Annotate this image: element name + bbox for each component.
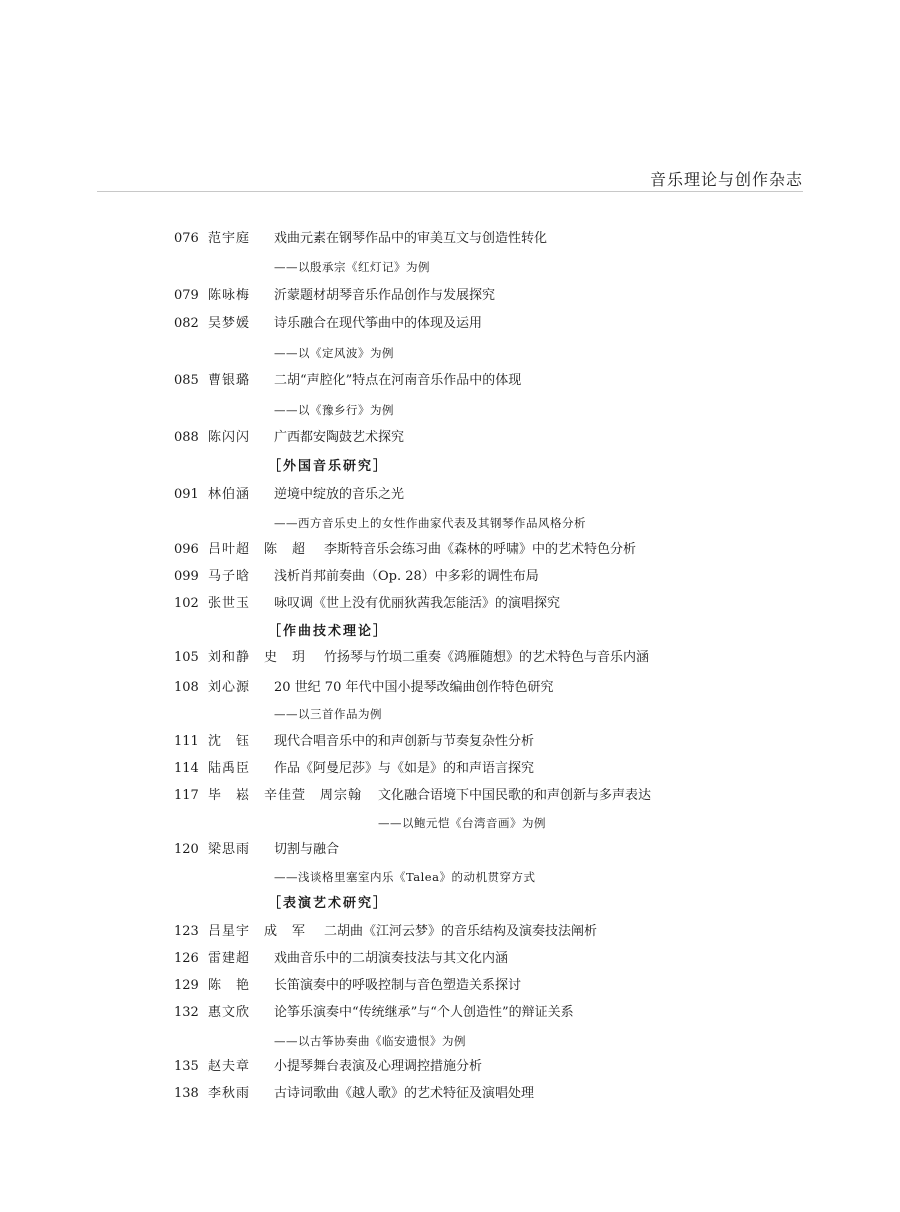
author-name: 刘和静 史 玥 [208,650,307,665]
toc-entry [0,976,900,996]
author-name: 刘心源 [208,680,251,695]
page-number: 138 [174,1086,199,1101]
author-name: 雷建超 [208,951,251,966]
article-title: 20 世纪 70 年代中国小提琴改编曲创作特色研究 [274,680,554,695]
article-title: 文化融合语境下中国民歌的和声创新与多声表达 [378,788,652,803]
toc-entry [0,540,900,560]
toc-section-row [0,894,900,914]
article-subtitle: ——以古筝协奏曲《临安遗恨》为例 [274,1034,466,1048]
toc-entry [0,949,900,969]
article-title: 咏叹调《世上没有优丽狄茜我怎能活》的演唱探究 [274,596,561,611]
page-number: 105 [174,650,199,665]
article-title: 二胡曲《江河云梦》的音乐结构及演奏技法阐析 [324,924,598,939]
toc-section-row [0,457,900,477]
article-subtitle: ——以《豫乡行》为例 [274,403,394,417]
page-number: 091 [174,487,199,502]
author-name: 毕 崧 辛佳萱 周宗翰 [208,788,363,803]
author-name: 陆禹臣 [208,761,251,776]
article-title: 逆境中绽放的音乐之光 [274,487,405,502]
page-number: 082 [174,316,199,331]
journal-title: 音乐理论与创作杂志 [649,170,803,189]
toc-entry [0,840,900,860]
toc-entry [0,229,900,249]
toc-subtitle-row [0,704,900,724]
author-name: 吴梦媛 [208,316,251,331]
author-name: 吕星宇 成 军 [208,924,307,939]
author-name: 梁思雨 [208,842,251,857]
article-title: 竹扬琴与竹埙二重奏《鸿雁随想》的艺术特色与音乐内涵 [324,650,650,665]
article-title: 戏曲元素在钢琴作品中的审美互文与创造性转化 [274,231,548,246]
toc-subtitle-row [0,513,900,533]
toc-section-row [0,622,900,642]
page-number: 123 [174,924,199,939]
toc-entry [0,648,900,668]
toc-entry [0,922,900,942]
author-name: 范宇庭 [208,231,251,246]
author-name: 陈咏梅 [208,288,251,303]
article-title: 现代合唱音乐中的和声创新与节奏复杂性分析 [274,734,535,749]
section-heading: ［作曲技术理论］ [268,624,389,639]
toc-entry [0,1003,900,1023]
page-number: 076 [174,231,199,246]
toc-subtitle-row [0,257,900,277]
author-name: 李秋雨 [208,1086,251,1101]
page-number: 117 [174,788,199,803]
author-name: 沈 钰 [208,734,251,749]
author-name: 张世玉 [208,596,251,611]
article-subtitle: ——以《定风波》为例 [274,346,394,360]
toc-entry [0,567,900,587]
toc-entry [0,786,900,806]
toc-entry [0,286,900,306]
toc-entry [0,371,900,391]
page-number: 088 [174,430,199,445]
article-subtitle: ——以殷承宗《红灯记》为例 [274,260,430,274]
page-number: 099 [174,569,199,584]
author-name: 惠文欣 [208,1005,251,1020]
article-title: 作品《阿曼尼莎》与《如是》的和声语言探究 [274,761,535,776]
section-heading: ［表演艺术研究］ [268,896,389,911]
toc-entry [0,594,900,614]
toc-entry [0,485,900,505]
page-number: 114 [174,761,199,776]
toc-subtitle-row [0,400,900,420]
page-number: 120 [174,842,199,857]
author-name: 陈 艳 [208,978,251,993]
page-number: 135 [174,1059,199,1074]
toc-subtitle-row [0,1031,900,1051]
author-name: 林伯涵 [208,487,251,502]
page-number: 111 [174,734,199,749]
article-subtitle: ——以三首作品为例 [274,707,382,721]
article-title: 广西都安陶鼓艺术探究 [274,430,405,445]
author-name: 陈闪闪 [208,430,251,445]
page-number: 102 [174,596,199,611]
article-title: 小提琴舞台表演及心理调控措施分析 [274,1059,483,1074]
article-title: 长笛演奏中的呼吸控制与音色塑造关系探讨 [274,978,522,993]
page-number: 126 [174,951,199,966]
article-title: 李斯特音乐会练习曲《森林的呼啸》中的艺术特色分析 [324,542,637,557]
toc-entry [0,678,900,698]
article-title: 二胡“声腔化”特点在河南音乐作品中的体现 [274,373,522,388]
article-subtitle: ——西方音乐史上的女性作曲家代表及其钢琴作品风格分析 [274,516,586,530]
article-title: 古诗词歌曲《越人歌》的艺术特征及演唱处理 [274,1086,535,1101]
toc-entry [0,732,900,752]
article-subtitle: ——浅谈格里塞室内乐《Talea》的动机贯穿方式 [274,870,536,884]
toc-subtitle-row [0,867,900,887]
toc-subtitle-row [0,343,900,363]
page-number: 129 [174,978,199,993]
toc-subtitle-row [0,813,900,833]
toc-entry [0,1057,900,1077]
author-name: 赵夫章 [208,1059,251,1074]
page-number: 132 [174,1005,199,1020]
author-name: 马子晗 [208,569,251,584]
page-number: 108 [174,680,199,695]
toc-entry [0,314,900,334]
toc-entry [0,759,900,779]
article-title: 诗乐融合在现代筝曲中的体现及运用 [274,316,483,331]
article-title: 沂蒙题材胡琴音乐作品创作与发展探究 [274,288,496,303]
article-title: 切割与融合 [274,842,340,857]
article-title: 戏曲音乐中的二胡演奏技法与其文化内涵 [274,951,509,966]
toc-entry [0,428,900,448]
author-name: 吕叶超 陈 超 [208,542,307,557]
page-number: 085 [174,373,199,388]
page-number: 079 [174,288,199,303]
page-number: 096 [174,542,199,557]
section-heading: ［外国音乐研究］ [268,459,389,474]
toc-entry [0,1084,900,1104]
article-subtitle: ——以鲍元恺《台湾音画》为例 [378,816,546,830]
article-title: 浅析肖邦前奏曲（Op. 28）中多彩的调性布局 [274,569,539,584]
author-name: 曹银璐 [208,373,251,388]
article-title: 论筝乐演奏中“传统继承”与“个人创造性”的辩证关系 [274,1005,574,1020]
